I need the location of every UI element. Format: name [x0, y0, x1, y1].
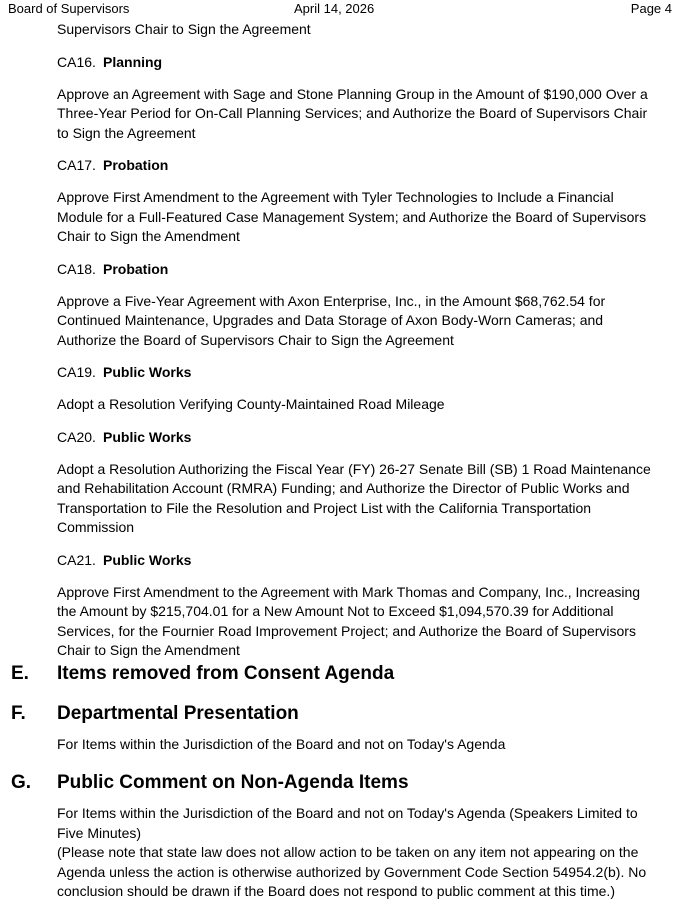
section-f	[11, 702, 671, 755]
section-title: Public Comment on Non-Agenda Items	[57, 772, 409, 793]
header-page-number: Page 4	[630, 1, 672, 16]
section-body-line: (Please note that state law does not allow action to be taken on any item not appearing on the	[57, 844, 639, 860]
continued-text: Supervisors Chair to Sign the Agreement	[57, 21, 311, 37]
agenda-item-description	[57, 460, 662, 538]
agenda-item-description	[57, 85, 662, 144]
section-heading	[11, 702, 671, 726]
agenda-item-heading	[57, 363, 662, 382]
consent-items	[57, 20, 662, 674]
description-line: Chair to Sign the Amendment	[57, 642, 240, 658]
agenda-item-heading	[57, 260, 662, 279]
section-g	[11, 771, 671, 902]
section-title: Items removed from Consent Agenda	[57, 663, 395, 684]
section-body-line: conclusion should be drawn if the Board does not respond to public comment at this time.)	[57, 883, 615, 899]
agenda-item	[57, 428, 662, 538]
agenda-item-department: Public Works	[103, 551, 192, 568]
agenda-item-department: Probation	[103, 260, 169, 277]
agenda-item	[57, 260, 662, 351]
section-letter: F.	[11, 703, 26, 724]
section-title: Departmental Presentation	[57, 703, 299, 724]
description-line: to Sign the Agreement	[57, 124, 196, 141]
agenda-item-number: CA18.	[57, 260, 96, 277]
agenda-item-description	[57, 395, 662, 415]
description-line: Services, for the Fournier Road Improvement Project; and Authorize the Board of Supervisors	[57, 622, 636, 639]
description-line: Adopt a Resolution Verifying County-Maintained Road Mileage	[57, 396, 445, 412]
header-board-name: Board of Supervisors	[8, 1, 130, 16]
agenda-item-department: Probation	[103, 157, 169, 173]
agenda-item-department: Public Works	[103, 364, 192, 380]
section-letter: G.	[11, 772, 32, 793]
section-body	[57, 735, 671, 755]
description-line: Adopt a Resolution Authorizing the Fiscal Year (FY) 26-27 Senate Bill (SB) 1 Road Maintenance	[57, 460, 651, 477]
agenda-item-department: Planning	[103, 53, 163, 70]
agenda-item-heading	[57, 428, 662, 447]
description-line: Module for a Full-Featured Case Management System; and Authorize the Board of Supervisors	[57, 208, 647, 225]
agenda-item-department: Public Works	[103, 428, 192, 445]
agenda-item-number: CA21.	[57, 551, 96, 568]
agenda-item	[57, 156, 662, 247]
agenda-item-heading	[57, 53, 662, 72]
description-line: Continued Maintenance, Upgrades and Data Storage of Axon Body-Worn Cameras; and	[57, 312, 604, 328]
agenda-item-description	[57, 583, 662, 661]
section-body-line: For Items within the Jurisdiction of the Board and not on Today's Agenda (Speakers Limited to	[57, 805, 638, 821]
agenda-item	[57, 363, 662, 415]
description-line: and Rehabilitation Account (RMRA) Funding; and Authorize the Director of Public Works and	[57, 480, 630, 496]
page-header	[0, 0, 680, 20]
section-body-line: Agenda unless the action is otherwise authorized by Government Code Section 54954.2(b). No	[57, 863, 647, 880]
description-line: Approve First Amendment to the Agreement with Tyler Technologies to Include a Financial	[57, 189, 614, 205]
agenda-item-number: CA17.	[57, 157, 96, 173]
section-heading	[11, 662, 671, 686]
agenda-item-heading	[57, 551, 662, 570]
description-line: Approve First Amendment to the Agreement with Mark Thomas and Company, Inc., Increasing	[57, 583, 641, 600]
section-body-line: For Items within the Jurisdiction of the Board and not on Today's Agenda	[57, 736, 506, 752]
description-line: Transportation to File the Resolution and Project List with the California Transportation	[57, 499, 592, 516]
section-heading	[11, 771, 671, 795]
description-line: Three-Year Period for On-Call Planning Services; and Authorize the Board of Supervisors Chair	[57, 105, 648, 121]
description-line: Commission	[57, 519, 135, 535]
section-e	[11, 662, 671, 686]
description-line: Authorize the Board of Supervisors Chair to Sign the Agreement	[57, 331, 454, 348]
agenda-item	[57, 53, 662, 144]
section-letter: E.	[11, 663, 29, 684]
agenda-item-description	[57, 292, 662, 351]
section-body-line: Five Minutes)	[57, 824, 142, 841]
agenda-item-number: CA16.	[57, 53, 96, 70]
description-line: Chair to Sign the Amendment	[57, 228, 240, 244]
description-line: Approve an Agreement with Sage and Stone Planning Group in the Amount of $190,000 Over a	[57, 85, 648, 102]
agenda-item-description	[57, 188, 662, 247]
description-line: the Amount by $215,704.01 for a New Amount Not to Exceed $1,094,570.39 for Additional	[57, 603, 614, 619]
description-line: Approve a Five-Year Agreement with Axon Enterprise, Inc., in the Amount $68,762.54 for	[57, 292, 606, 309]
agenda-item	[57, 551, 662, 661]
agenda-item-number: CA20.	[57, 428, 96, 445]
section-body	[57, 804, 671, 902]
header-date: April 14, 2026	[294, 1, 375, 16]
agenda-item-number: CA19.	[57, 364, 96, 380]
agenda-item-heading	[57, 156, 662, 175]
agenda-item-list	[57, 53, 662, 661]
